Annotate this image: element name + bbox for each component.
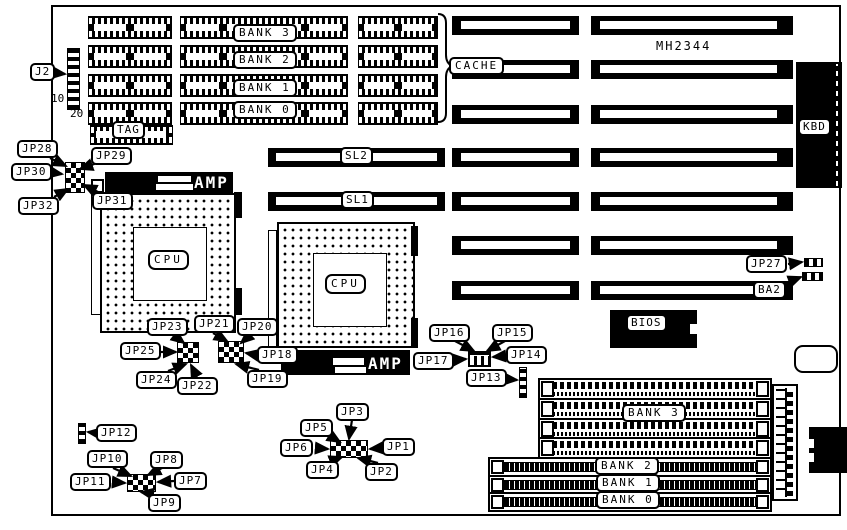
power-header <box>772 384 798 501</box>
callout-jp16-30: JP16 <box>429 324 470 342</box>
callout-jp14-33: JP14 <box>506 346 547 364</box>
callout-ba2-36: BA2 <box>753 281 786 299</box>
jumper-strip-ba2 <box>802 272 823 281</box>
slot-opening <box>600 197 777 205</box>
callout-bank-0-6: BANK 0 <box>233 101 297 119</box>
dip-chip-row <box>358 45 438 68</box>
battery-footprint <box>794 345 838 373</box>
simm-end-clip <box>756 440 769 456</box>
isa-slot <box>591 236 793 255</box>
isa-slot <box>591 105 793 124</box>
isa-slot <box>452 192 579 211</box>
jumper-strip-jp13 <box>519 367 527 398</box>
callout-cache-7: CACHE <box>449 57 504 75</box>
jumper-block-jp18-jp21 <box>218 341 244 363</box>
simm-end-clip <box>491 478 504 492</box>
callout-j2-0: J2 <box>30 63 55 81</box>
callout-sl2-18: SL2 <box>340 147 373 165</box>
chip-pins <box>359 60 437 66</box>
callout-jp10-39: JP10 <box>87 450 128 468</box>
callout-jp15-31: JP15 <box>492 324 533 342</box>
chip-window <box>186 53 219 60</box>
callout-jp4-47: JP4 <box>306 461 339 479</box>
callout-bank-1-5: BANK 1 <box>233 79 297 97</box>
isa-slot <box>452 236 579 255</box>
chip-window <box>134 110 166 117</box>
callout-20-2: 20 <box>70 107 84 120</box>
isa-slot <box>591 148 793 167</box>
power-header-pins <box>787 389 793 496</box>
simm-contacts <box>553 451 757 455</box>
simm-end-clip <box>756 460 769 474</box>
callout-bank-0-53: BANK 0 <box>596 491 660 509</box>
callout-cpu-21: CPU <box>325 274 366 294</box>
isa-slot <box>452 16 579 35</box>
chip-window <box>364 24 394 31</box>
callout-jp2-48: JP2 <box>365 463 398 481</box>
socket-tab <box>234 192 242 218</box>
chip-window <box>158 176 191 182</box>
callout-jp21-23: JP21 <box>194 315 235 333</box>
jumper-block-jp13-jp17 <box>468 351 491 367</box>
simm-end-clip <box>541 421 554 437</box>
isa-slot <box>591 16 793 35</box>
simm-contacts <box>553 382 757 389</box>
chip-window <box>333 358 364 365</box>
callout-jp19-29: JP19 <box>247 370 288 388</box>
jumper-block-jp7-jp11 <box>127 474 156 492</box>
din-connector-notch <box>809 439 814 448</box>
simm-contacts <box>553 432 757 436</box>
slot-opening <box>600 241 777 249</box>
component-pad <box>91 179 104 193</box>
chip-window <box>94 82 126 89</box>
chip-window <box>94 24 126 31</box>
chip-window <box>364 53 394 60</box>
chip-window <box>134 24 166 31</box>
chip-window <box>335 367 366 373</box>
callout-amp-17: AMP <box>368 354 403 373</box>
callout-jp18-28: JP18 <box>257 346 298 364</box>
simm-end-clip <box>541 440 554 456</box>
chip-pins <box>89 60 171 66</box>
simm-end-clip <box>491 460 504 474</box>
isa-slot <box>452 148 579 167</box>
dip-chip-row <box>88 74 172 97</box>
slot-opening <box>600 21 777 29</box>
chip-pins <box>89 89 171 95</box>
isa-slot <box>452 105 579 124</box>
callout-jp25-25: JP25 <box>120 342 161 360</box>
chip-window <box>94 110 126 117</box>
callout-bios-37: BIOS <box>626 314 667 332</box>
callout-kbd-9: KBD <box>798 118 831 136</box>
callout-amp-16: AMP <box>194 173 229 192</box>
slot-opening <box>461 286 570 294</box>
chip-window <box>364 82 394 89</box>
callout-jp6-46: JP6 <box>280 439 313 457</box>
chip-window <box>402 110 432 117</box>
callout-jp30-13: JP30 <box>11 163 52 181</box>
j2-connector <box>67 48 80 110</box>
jumper-strip-jp27 <box>804 258 823 267</box>
slot-opening <box>600 153 777 161</box>
chip-window <box>402 24 432 31</box>
callout-jp28-11: JP28 <box>17 140 58 158</box>
chip-window <box>186 24 219 31</box>
chip-window <box>402 53 432 60</box>
callout-jp3-44: JP3 <box>336 403 369 421</box>
callout-jp17-32: JP17 <box>413 352 454 370</box>
chip-window <box>402 82 432 89</box>
callout-jp32-15: JP32 <box>18 197 59 215</box>
slot-opening <box>461 241 570 249</box>
callout-jp22-27: JP22 <box>177 377 218 395</box>
simm-contacts <box>553 422 757 429</box>
socket-tab <box>234 288 242 315</box>
simm-socket-bank3 <box>538 437 772 459</box>
slot-opening <box>600 65 777 73</box>
socket-tab <box>411 318 418 348</box>
chip-window <box>186 110 219 117</box>
jumper-block-jp28-jp32 <box>65 162 85 193</box>
jumper-strip-jp12 <box>78 423 86 444</box>
chip-window <box>134 82 166 89</box>
simm-end-clip <box>491 495 504 509</box>
jumper-block-jp22-jp25 <box>177 342 199 363</box>
simm-end-clip <box>541 401 554 417</box>
power-header-pins <box>776 388 787 497</box>
callout-bank-2-51: BANK 2 <box>595 457 659 475</box>
chip-window <box>309 24 342 31</box>
callout-cpu-20: CPU <box>148 250 189 270</box>
simm-socket-bank3 <box>538 378 772 400</box>
din-connector <box>809 427 847 473</box>
chip-window <box>309 110 342 117</box>
callout-jp23-22: JP23 <box>147 318 188 336</box>
callout-jp29-12: JP29 <box>91 147 132 165</box>
isa-slot <box>452 281 579 300</box>
chip-window <box>309 53 342 60</box>
jumper-block-detail <box>470 356 489 365</box>
slot-opening <box>600 110 777 118</box>
simm-end-clip <box>756 401 769 417</box>
simm-end-clip <box>756 478 769 492</box>
callout-tag-10: TAG <box>112 121 145 139</box>
din-connector-notch <box>809 453 814 462</box>
simm-contacts <box>553 392 757 396</box>
callout-jp9-43: JP9 <box>148 494 181 512</box>
callout-mh2344-8: MH2344 <box>656 39 712 53</box>
simm-end-clip <box>756 421 769 437</box>
socket-tab <box>411 226 418 256</box>
chip-pins <box>359 117 437 123</box>
slot-opening <box>461 110 570 118</box>
callout-jp7-42: JP7 <box>174 472 207 490</box>
callout-bank-1-52: BANK 1 <box>596 474 660 492</box>
chip-window <box>94 53 126 60</box>
callout-jp13-34: JP13 <box>466 369 507 387</box>
callout-jp24-26: JP24 <box>136 371 177 389</box>
slot-opening <box>461 197 570 205</box>
isa-slot <box>591 192 793 211</box>
bios-chip-notch <box>690 324 698 334</box>
callout-jp20-24: JP20 <box>237 318 278 336</box>
chip-pins <box>89 31 171 37</box>
simm-end-clip <box>756 381 769 397</box>
dip-chip-row <box>88 45 172 68</box>
dip-chip-row <box>88 16 172 39</box>
dip-chip-row <box>358 74 438 97</box>
simm-contacts <box>553 441 757 448</box>
chip-window <box>309 82 342 89</box>
simm-end-clip <box>541 381 554 397</box>
chip-window <box>156 184 193 190</box>
callout-jp12-38: JP12 <box>96 424 137 442</box>
chip-window <box>134 53 166 60</box>
chip-window <box>364 110 394 117</box>
slot-opening <box>461 21 570 29</box>
callout-jp1-49: JP1 <box>382 438 415 456</box>
simm-end-clip <box>756 495 769 509</box>
chip-pins <box>359 31 437 37</box>
isa-slot <box>591 60 793 79</box>
chip-window <box>186 82 219 89</box>
chip-pins <box>359 89 437 95</box>
dip-chip-row <box>358 102 438 125</box>
jumper-block-jp1-jp6 <box>330 440 368 458</box>
callout-jp27-35: JP27 <box>746 255 787 273</box>
callout-bank-3-50: BANK 3 <box>622 404 686 422</box>
callout-bank-3-3: BANK 3 <box>233 24 297 42</box>
callout-jp8-40: JP8 <box>150 451 183 469</box>
slot-opening <box>461 153 570 161</box>
slot-opening <box>600 286 777 294</box>
callout-10-1: 10 <box>51 92 65 105</box>
callout-jp31-14: JP31 <box>92 192 133 210</box>
callout-jp11-41: JP11 <box>70 473 111 491</box>
callout-sl1-19: SL1 <box>341 191 374 209</box>
callout-bank-2-4: BANK 2 <box>233 51 297 69</box>
dip-chip-row <box>358 16 438 39</box>
kbd-connector-edge <box>836 64 838 186</box>
callout-jp5-45: JP5 <box>300 419 333 437</box>
